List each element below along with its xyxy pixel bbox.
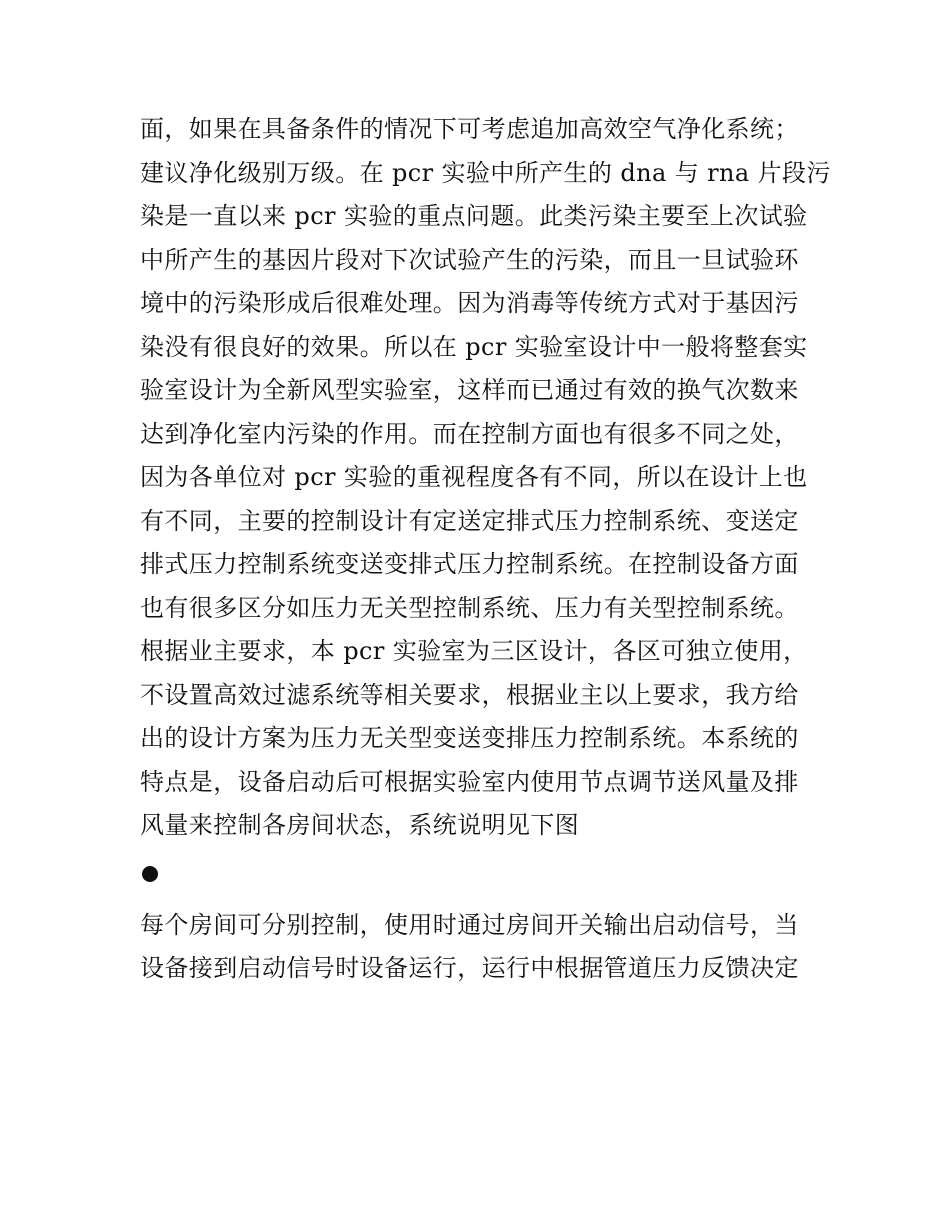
text-line: 达到净化室内污染的作用。而在控制方面也有很多不同之处，: [140, 419, 799, 448]
paragraph-2: [140, 904, 820, 991]
text-line: 出的设计方案为压力无关型变送变排压力控制系统。本系统的: [140, 724, 799, 752]
bullet-dot-icon: [142, 866, 158, 882]
text-line: 设备接到启动信号时设备运行，运行中根据管道压力反馈决定: [140, 954, 799, 982]
text-line: 面，如果在具备条件的情况下可考虑追加高效空气净化系统；: [140, 115, 799, 143]
text-line: 根据业主要求，本 pcr 实验室为三区设计，各区可独立使用，: [140, 637, 808, 665]
bullet-row: [140, 848, 820, 898]
text-line: 验室设计为全新风型实验室，这样而已通过有效的换气次数来: [140, 376, 799, 404]
text-line: 中所产生的基因片段对下次试验产生的污染，而且一旦试验环: [140, 245, 799, 274]
paragraph-1: [140, 108, 831, 848]
document-body: [140, 108, 831, 991]
text-line: 特点是，设备启动后可根据实验室内使用节点调节送风量及排: [140, 767, 799, 796]
text-line: 建议净化级别万级。在 pcr 实验中所产生的 dna 与 rna 片段污: [140, 158, 831, 187]
text-line: 染是一直以来 pcr 实验的重点问题。此类污染主要至上次试验: [140, 202, 808, 230]
text-line: 不设置高效过滤系统等相关要求，根据业主以上要求，我方给: [140, 680, 799, 709]
text-line: 境中的污染形成后很难处理。因为消毒等传统方式对于基因污: [140, 289, 799, 317]
text-line: 排式压力控制系统变送变排式压力控制系统。在控制设备方面: [140, 550, 799, 578]
text-line: 每个房间可分别控制，使用时通过房间开关输出启动信号，当: [140, 910, 799, 939]
text-line: 风量来控制各房间状态，系统说明见下图: [140, 811, 580, 839]
text-line: 染没有很良好的效果。所以在 pcr 实验室设计中一般将整套实: [140, 332, 808, 361]
text-line: 因为各单位对 pcr 实验的重视程度各有不同，所以在设计上也: [140, 463, 808, 491]
text-line: 也有很多区分如压力无关型控制系统、压力有关型控制系统。: [140, 593, 799, 622]
text-line: 有不同，主要的控制设计有定送定排式压力控制系统、变送定: [140, 506, 799, 535]
